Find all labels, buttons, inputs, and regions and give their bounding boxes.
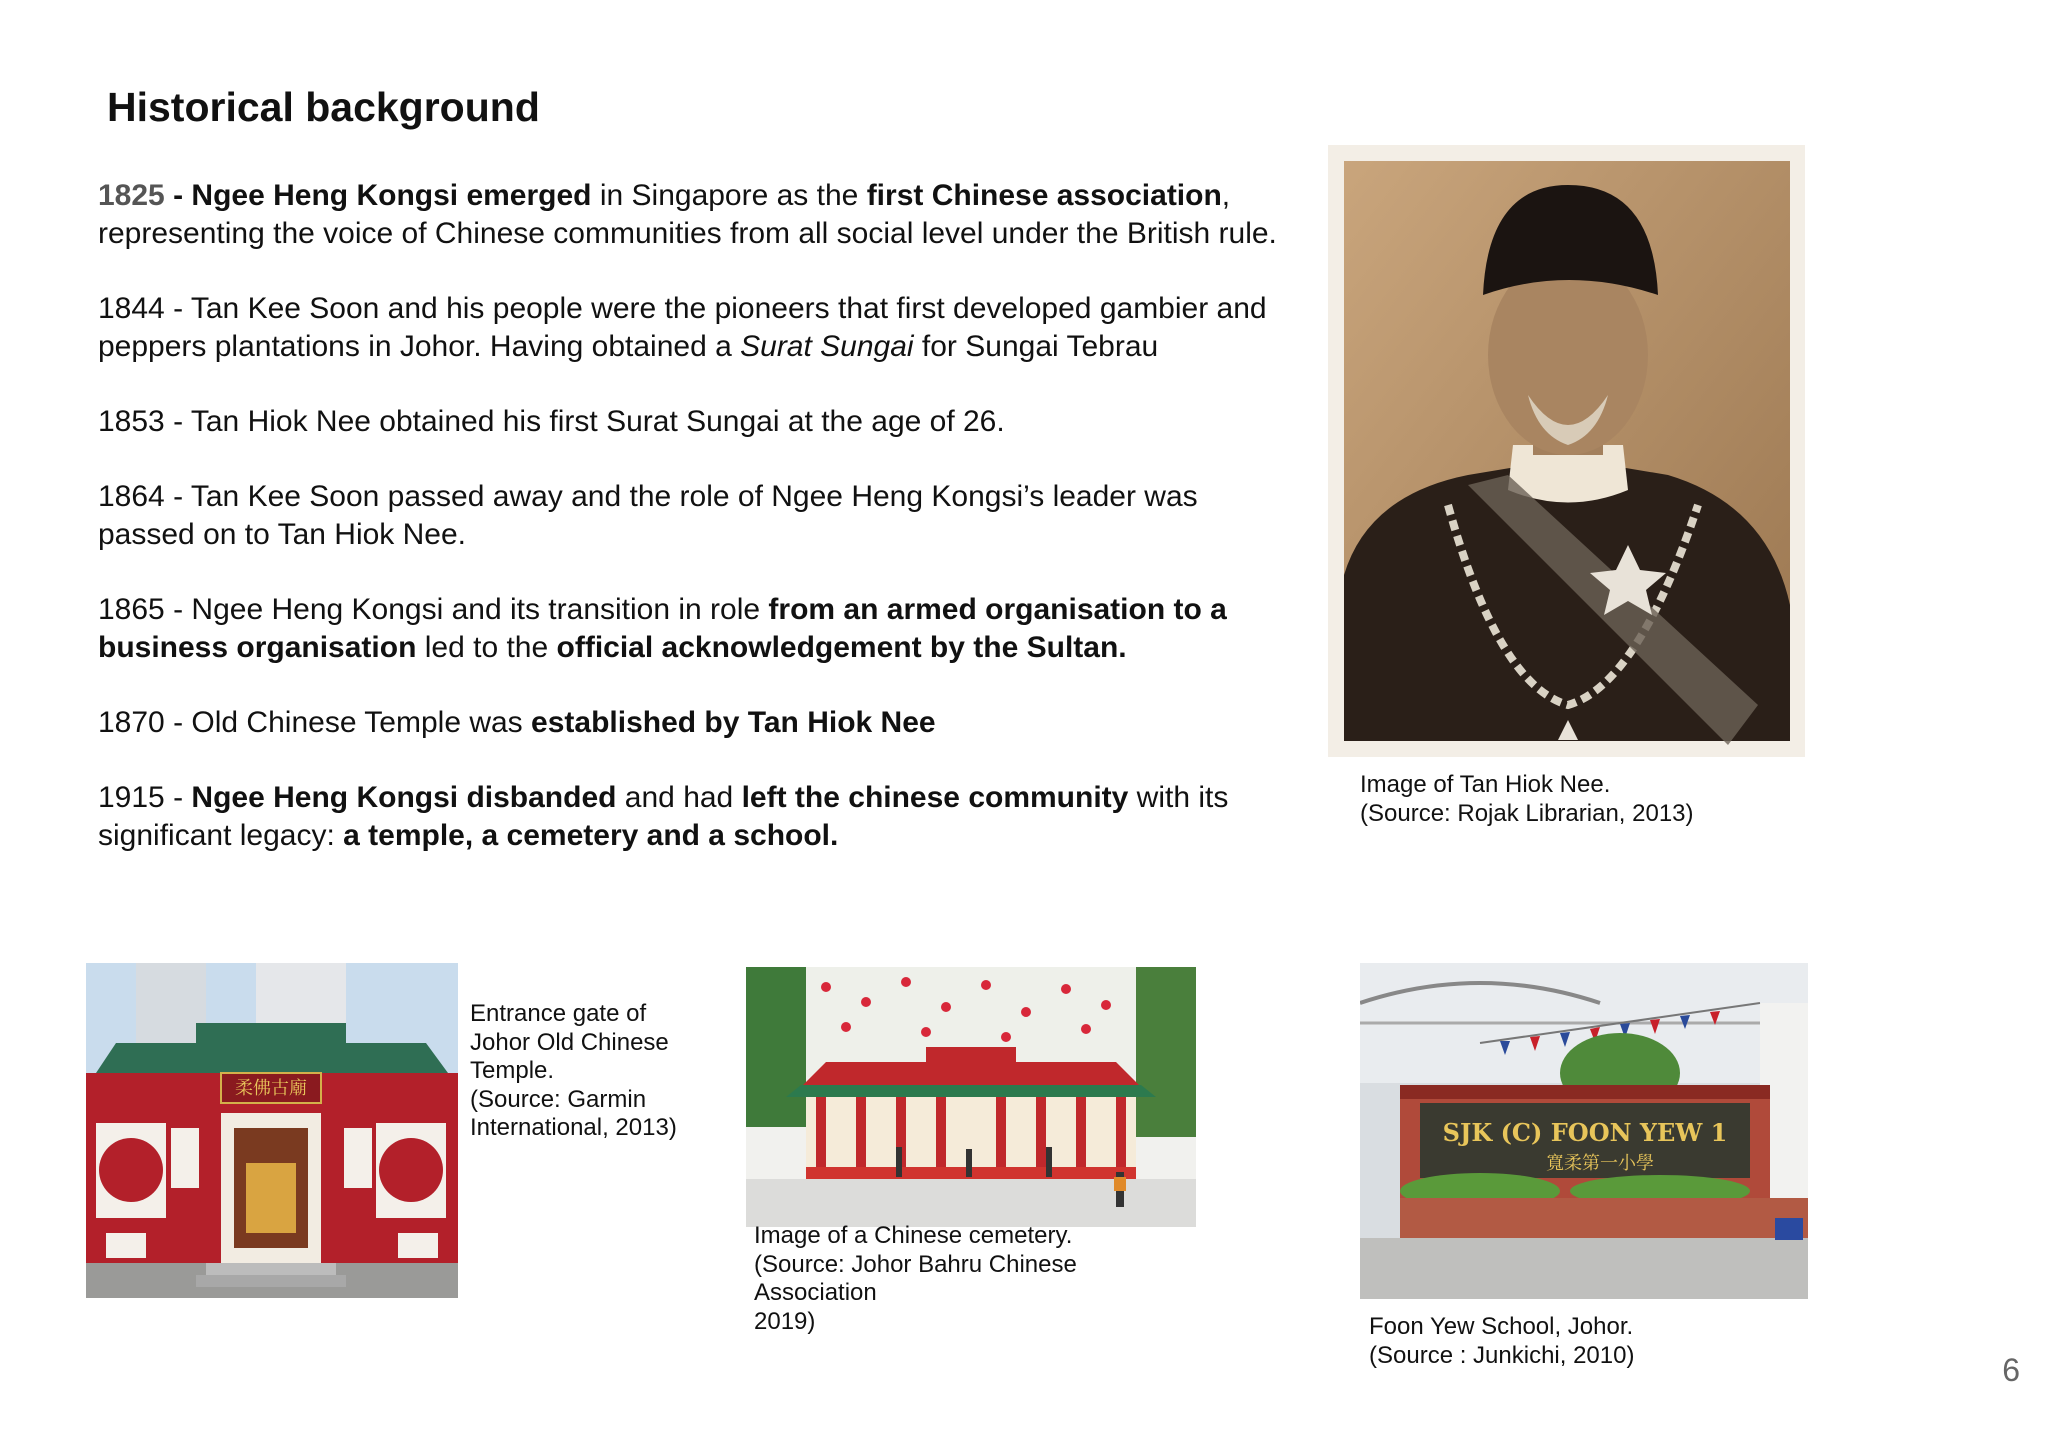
timeline-text: - Ngee Heng Kongsi and its transition in role	[164, 593, 769, 626]
timeline-entry-1870	[98, 704, 1298, 742]
timeline	[98, 177, 1298, 892]
timeline-text: left the chinese community	[741, 781, 1129, 814]
timeline-entry-1825	[98, 177, 1298, 253]
timeline-text: Ngee Heng Kongsi disbanded	[191, 781, 617, 814]
timeline-text: , representing the voice of Chinese communities from all social level under the British rule.	[98, 179, 1277, 250]
timeline-text: - Tan Kee Soon passed away and the role of Ngee Heng Kongsi’s leader was passed on to Tan Hiok Nee.	[98, 480, 1198, 551]
cemetery-photo	[746, 967, 1196, 1227]
timeline-text: for Sungai Tebrau	[913, 330, 1159, 363]
portrait-photo	[1328, 145, 1805, 757]
school-sign-cn: 寬柔第一小學	[1546, 1153, 1654, 1174]
page-number: 6	[2002, 1352, 2020, 1388]
school-caption: Foon Yew School, Johor. (Source : Junkichi, 2010)	[1369, 1313, 1635, 1369]
timeline-entry-1865	[98, 591, 1298, 667]
timeline-text: - Old Chinese Temple was	[164, 706, 532, 739]
timeline-year: 1825	[98, 179, 165, 212]
timeline-text: in Singapore as the	[591, 179, 867, 212]
timeline-text: Surat Sungai	[740, 330, 914, 363]
timeline-text: - Tan Hiok Nee obtained his first Surat Sungai at the age of 26.	[164, 405, 1005, 438]
temple-sign-text: 柔佛古廟	[235, 1078, 307, 1099]
page-title: Historical background	[107, 84, 540, 130]
timeline-entry-1864	[98, 478, 1298, 554]
timeline-text: -	[164, 179, 192, 212]
timeline-year: 1870	[98, 706, 165, 739]
timeline-text: and had	[616, 781, 742, 814]
portrait-caption: Image of Tan Hiok Nee. (Source: Rojak Librarian, 2013)	[1360, 771, 1694, 827]
timeline-text: a temple, a cemetery and a school.	[343, 819, 839, 852]
timeline-text: established by Tan Hiok Nee	[531, 706, 936, 739]
school-sign-text: SJK (C) FOON YEW 1	[1442, 1118, 1728, 1147]
timeline-text: first Chinese association	[866, 179, 1222, 212]
timeline-entry-1853	[98, 403, 1298, 441]
timeline-entry-1915	[98, 779, 1298, 855]
timeline-year: 1915	[98, 781, 165, 814]
cemetery-caption: Image of a Chinese cemetery. (Source: Johor Bahru Chinese Association 2019)	[754, 1222, 1077, 1335]
timeline-text: - Tan Kee Soon and his people were the pioneers that first developed gambier and peppers plantations in Johor. Having obtained a	[98, 292, 1267, 363]
timeline-text: official acknowledgement by the Sultan.	[556, 631, 1127, 664]
timeline-year: 1853	[98, 405, 165, 438]
temple-gate-photo	[86, 963, 458, 1298]
timeline-text: with its significant legacy:	[98, 781, 1229, 852]
temple-caption: Entrance gate of Johor Old Chinese Temple. (Source: Garmin International, 2013)	[470, 1000, 677, 1141]
school-photo	[1360, 963, 1808, 1299]
timeline-year: 1844	[98, 292, 165, 325]
timeline-text: from an armed organisation to a business organisation	[98, 593, 1227, 664]
timeline-text: Ngee Heng Kongsi emerged	[191, 179, 592, 212]
timeline-entry-1844	[98, 290, 1298, 366]
timeline-text: -	[164, 781, 192, 814]
timeline-year: 1864	[98, 480, 165, 513]
timeline-year: 1865	[98, 593, 165, 626]
timeline-text: led to the	[416, 631, 557, 664]
